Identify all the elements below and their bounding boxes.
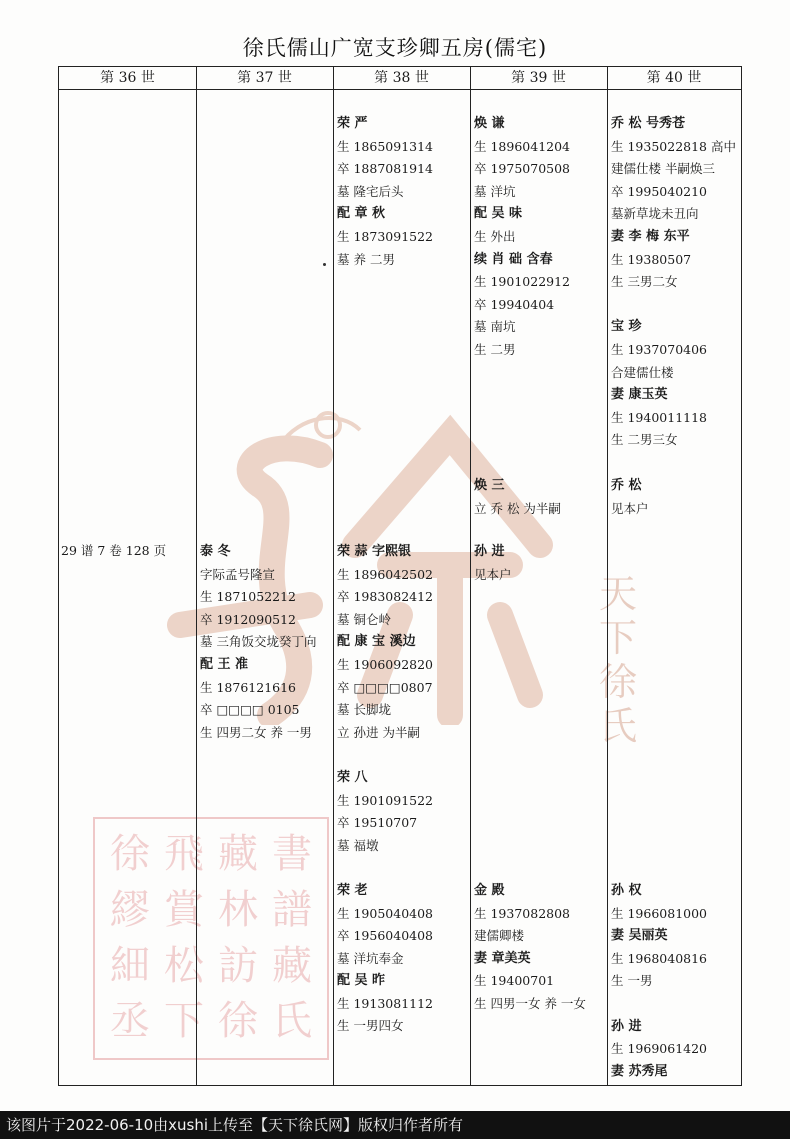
column-divider <box>196 67 197 1085</box>
entry-line: 见本户 <box>611 500 649 516</box>
entry-line: 生 外出 <box>474 228 516 244</box>
entry-line: 配 王 准 <box>200 656 249 672</box>
entry-line: 生 二男三女 <box>611 432 678 448</box>
seal-character: 下 <box>164 998 204 1045</box>
entry-line: 卒 19940404 <box>474 296 555 312</box>
entry-line: 生 四男一女 养 一女 <box>474 995 586 1011</box>
gen39-entry-huansan <box>474 475 561 520</box>
entry-line: 生 1905040408 <box>337 905 434 921</box>
entry-line: 墓 长脚垅 <box>337 702 391 718</box>
seal-character: 訪 <box>218 942 258 989</box>
entry-line: 生 1935022818 高中 <box>611 138 736 154</box>
seal-character: 繆 <box>110 886 150 933</box>
entry-line: 妻 吴丽英 <box>611 928 668 944</box>
entry-line: 墓 三角饭交垅癸丁向 <box>200 634 317 650</box>
entry-line: 墓 养 二男 <box>337 251 395 267</box>
gen38-entry-rongyan <box>337 113 433 271</box>
entry-line: 孙 进 <box>611 1018 642 1034</box>
seal-character: 林 <box>218 886 258 933</box>
entry-line: 墓 福墩 <box>337 837 379 853</box>
gen36-reference: 29 谱 7 卷 128 页 <box>61 543 167 558</box>
entry-line <box>611 294 736 317</box>
seal-character: 譜 <box>272 886 312 933</box>
entry-line: 生 二男 <box>474 341 516 357</box>
entry-line: 生 1876121616 <box>200 679 297 695</box>
entry-line: 配 吴 味 <box>474 206 523 222</box>
entry-line: 卒 1887081914 <box>337 161 434 177</box>
entry-line: 建儒仕楼 半嗣焕三 <box>611 161 715 177</box>
entry-line: 妻 李 梅 东平 <box>611 228 690 244</box>
entry-line: 妻 苏秀尾 <box>611 1063 668 1079</box>
ink-dot <box>323 263 326 266</box>
entry-line: 卒 □□□□ 0105 <box>200 702 300 718</box>
entry-line: 生 1865091314 <box>337 138 434 154</box>
entry-line: 生 1906092820 <box>337 656 434 672</box>
entry-line: 宝 珍 <box>611 319 642 335</box>
header-gen-38: 第 38 世 <box>333 67 470 90</box>
entry-line: 配 康 宝 溪边 <box>337 634 416 650</box>
header-gen-36: 第 36 世 <box>59 67 196 90</box>
entry-line: 生 1896041204 <box>474 138 571 154</box>
entry-line: 生 1873091522 <box>337 228 434 244</box>
gen39-entry-sunjin <box>474 541 512 586</box>
entry-line: 立 孙进 为半嗣 <box>337 724 420 740</box>
header-gen-37: 第 37 世 <box>196 67 333 90</box>
entry-line: 墓 洋坑 <box>474 183 516 199</box>
entry-line: 生 四男二女 养 一男 <box>200 724 312 740</box>
entry-line: 生 1940011118 <box>611 409 708 425</box>
entry-line: 泰 冬 <box>200 544 231 559</box>
entry-line: 墓 洋坑奉金 <box>337 950 404 966</box>
entry-line: 荣 严 <box>337 116 368 131</box>
entry-line: 卒 1983082412 <box>337 589 434 605</box>
entry-line: 卒 1956040408 <box>337 928 434 944</box>
entry-line: 焕 三 <box>474 478 505 493</box>
entry-line <box>611 993 707 1016</box>
entry-line: 墓 铜仑岭 <box>337 611 391 627</box>
seal-character: 丞 <box>110 998 150 1045</box>
entry-line: 卒 1975070508 <box>474 161 571 177</box>
seal-character: 書 <box>272 831 312 877</box>
column-divider <box>333 67 334 1085</box>
entry-line: 卒 □□□□0807 <box>337 679 433 695</box>
header-gen-40: 第 40 世 <box>607 67 741 90</box>
seal-character: 細 <box>110 942 150 989</box>
upload-footer: 该图片于2022-06-10由xushi上传至【天下徐氏网】版权归作者所有 <box>0 1111 790 1139</box>
entry-line: 妻 章美英 <box>474 950 531 966</box>
entry-line: 孙 权 <box>611 883 642 898</box>
gen40-entry-sunquan <box>611 880 707 1083</box>
entry-line: 荣 蒜 字熙银 <box>337 544 412 559</box>
gen37-entry <box>200 541 316 744</box>
entry-line: 卒 19510707 <box>337 815 418 831</box>
entry-line: 生 三男二女 <box>611 274 678 290</box>
entry-line: 生 1937070406 <box>611 341 708 357</box>
seal-character: 徐 <box>110 831 150 877</box>
entry-line: 生 1901022912 <box>474 274 571 290</box>
entry-line <box>337 857 433 880</box>
entry-line: 生 一男 <box>611 973 653 989</box>
entry-line: 墓 隆宅后头 <box>337 183 404 199</box>
entry-line: 生 1966081000 <box>611 905 708 921</box>
entry-line: 生 1969061420 <box>611 1041 708 1057</box>
gen39-entry-huanqian <box>474 113 570 362</box>
column-divider <box>607 67 608 1085</box>
entry-line: 乔 松 号秀苍 <box>611 116 686 131</box>
entry-line: 生 1937082808 <box>474 905 571 921</box>
entry-line: 生 1871052212 <box>200 589 297 605</box>
entry-line: 卒 1912090512 <box>200 611 297 627</box>
seal-character: 藏 <box>272 942 312 989</box>
header-gen-39: 第 39 世 <box>470 67 607 90</box>
entry-line: 焕 谦 <box>474 116 505 131</box>
watermark-text: 天下徐氏 <box>598 572 637 748</box>
page-title: 徐氏儒山广宽支珍卿五房(儒宅) <box>242 36 548 60</box>
entry-line: 乔 松 <box>611 478 642 493</box>
seal-character: 飛 <box>164 831 204 877</box>
entry-line: 荣 八 <box>337 769 368 785</box>
entry-line: 卒 1995040210 <box>611 183 708 199</box>
entry-line: 字际孟号隆宣 <box>200 566 276 582</box>
entry-line: 墓 南坑 <box>474 319 516 335</box>
entry-line: 配 章 秋 <box>337 206 386 222</box>
gen38-entry-rongsuan <box>337 541 433 1038</box>
entry-line: 生 一男四女 <box>337 1018 404 1034</box>
gen40-entry-qiaosong <box>611 113 736 452</box>
entry-line: 合建儒仕楼 <box>611 364 674 380</box>
seal-character: 徐 <box>218 998 258 1045</box>
genealogy-table <box>58 66 742 1086</box>
entry-line: 妻 康玉英 <box>611 387 668 403</box>
entry-line: 生 19400701 <box>474 973 555 989</box>
entry-line <box>337 744 433 767</box>
entry-line: 孙 进 <box>474 544 505 559</box>
gen40-entry-qiaosong-ref <box>611 475 649 520</box>
column-divider <box>470 67 471 1085</box>
entry-line: 金 殿 <box>474 883 505 898</box>
entry-line: 生 1968040816 <box>611 950 708 966</box>
entry-line: 续 肖 础 含春 <box>474 251 553 267</box>
entry-line: 配 吴 昨 <box>337 973 386 989</box>
seal-character: 松 <box>164 942 204 989</box>
gen39-entry-jindian <box>474 880 586 1016</box>
entry-line: 生 1896042502 <box>337 566 434 582</box>
entry-line: 生 19380507 <box>611 251 692 267</box>
seal-character: 賞 <box>164 886 204 933</box>
entry-line: 生 1913081112 <box>337 995 434 1011</box>
entry-line: 生 1901091522 <box>337 792 434 808</box>
seal-character: 氏 <box>272 998 312 1045</box>
entry-line: 墓新草垅未丑向 <box>611 206 699 222</box>
entry-line: 建儒卿楼 <box>474 928 525 944</box>
entry-line: 荣 老 <box>337 882 368 898</box>
entry-line: 见本户 <box>474 566 512 582</box>
entry-line: 立 乔 松 为半嗣 <box>474 500 561 516</box>
seal-character: 藏 <box>218 831 258 877</box>
